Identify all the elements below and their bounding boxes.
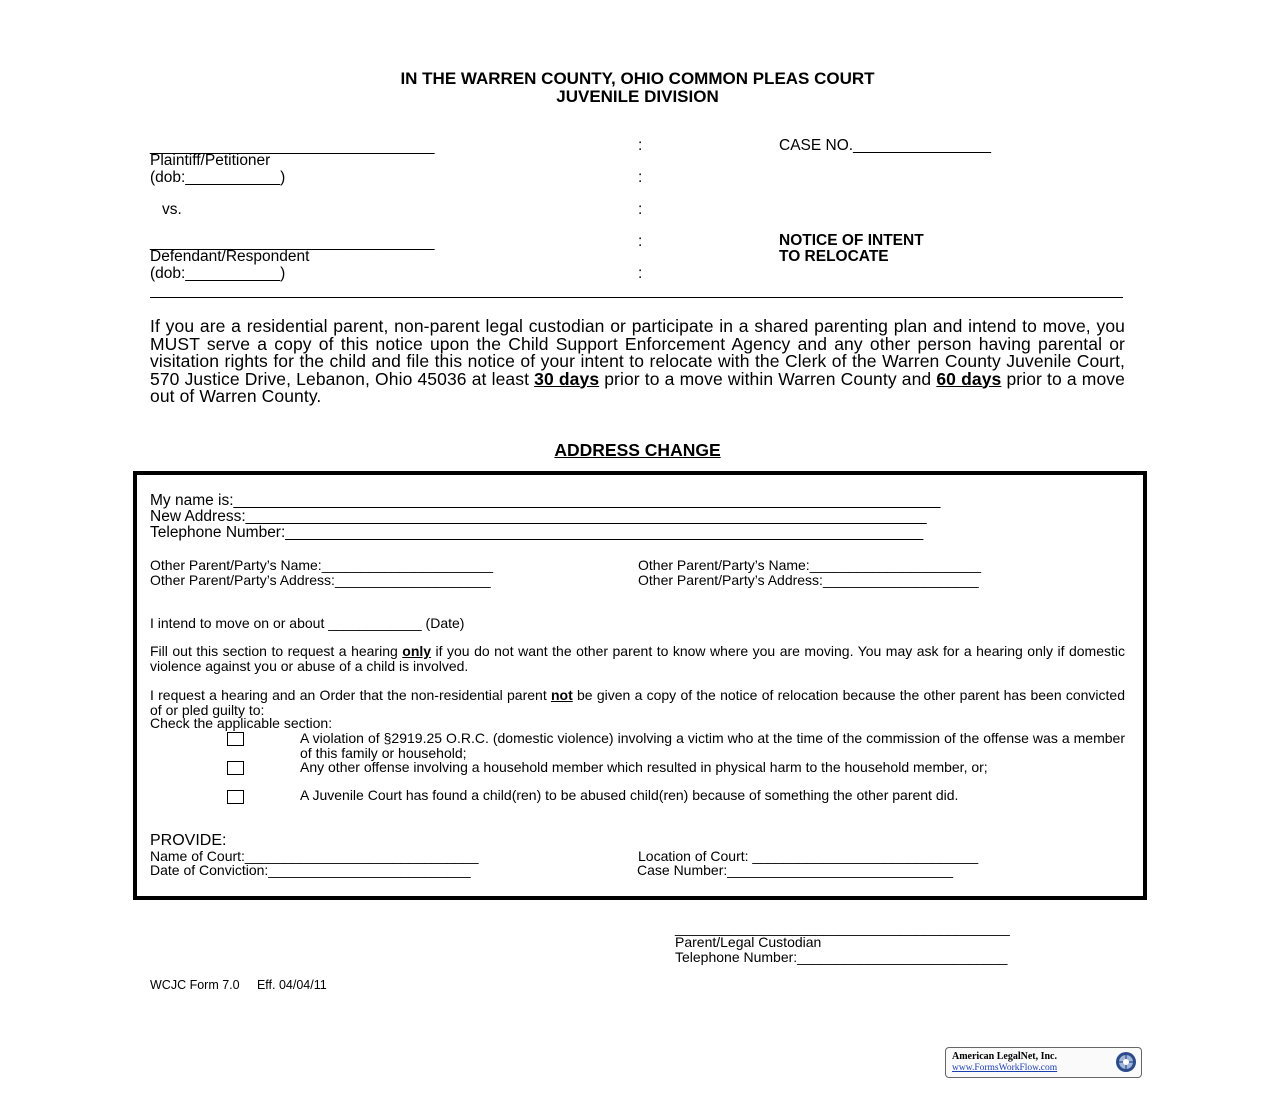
- plaintiff-label: Plaintiff/Petitioner: [150, 152, 271, 169]
- option-1-checkbox[interactable]: [227, 732, 244, 746]
- logo-url[interactable]: www.FormsWorkFlow.com: [952, 1063, 1058, 1073]
- defendant-label: Defendant/Respondent: [150, 248, 310, 265]
- plaintiff-dob: (dob:___________): [150, 169, 286, 186]
- notice-title-line2: TO RELOCATE: [779, 248, 889, 265]
- option-3-checkbox[interactable]: [227, 790, 244, 804]
- other-party-address-1[interactable]: Other Parent/Party’s Address:____________________: [150, 572, 491, 588]
- signature-line[interactable]: ___________________________________________: [675, 920, 1010, 936]
- check-label: Check the applicable section:: [150, 715, 333, 731]
- caption-divider: [150, 297, 1123, 298]
- option-2-checkbox[interactable]: [227, 761, 244, 775]
- versus-label: vs.: [162, 201, 182, 218]
- form-id: WCJC Form 7.0 Eff. 04/04/11: [150, 978, 327, 992]
- name-of-court-field[interactable]: Name of Court:______________________________: [150, 848, 479, 864]
- case-number-field-2[interactable]: Case Number:_____________________________: [637, 862, 954, 878]
- date-of-conviction-field[interactable]: Date of Conviction:__________________________: [150, 862, 471, 878]
- court-title: IN THE WARREN COUNTY, OHIO COMMON PLEAS COURT: [400, 69, 875, 88]
- my-name-field[interactable]: My name is:__________________________________________________________________________________: [150, 492, 941, 509]
- caption-colon: :: [638, 137, 643, 154]
- deadline-60-days: 60 days: [936, 368, 1002, 389]
- intro-paragraph: [150, 318, 1125, 406]
- intro-text-1: If you are a residential parent, non-parent legal custodian or participate in a shared parenting plan and intend to move, you MUST serve a copy of this notice upon the Child Support Enforcement Agency and any other person having parental or visitation rights for the child and file this notice of your intent to relocate with the Clerk of the Warren County Juvenile Court, 570 Justice Drive, Lebanon, Ohio 45036 at least: [150, 316, 1125, 389]
- plaintiff-line: _________________________________: [150, 138, 435, 155]
- hearing-text-a: Fill out this section to request a hearing: [150, 643, 403, 659]
- intro-text-3: prior to a move out of Warren County.: [150, 368, 1125, 406]
- signature-label: Parent/Legal Custodian: [675, 934, 822, 950]
- telephone-field[interactable]: Telephone Number:__________________________________________________________________________: [150, 524, 924, 541]
- provide-label: PROVIDE:: [150, 832, 227, 849]
- other-party-address-2[interactable]: Other Parent/Party’s Address:____________________: [638, 572, 979, 588]
- defendant-dob: (dob:___________): [150, 265, 286, 282]
- new-address-field[interactable]: New Address:_______________________________________________________________________________: [150, 508, 927, 525]
- caption-colon: :: [638, 201, 643, 218]
- intro-text-2: prior to a move within Warren County and: [599, 368, 937, 389]
- american-legalnet-logo: [945, 1047, 1142, 1078]
- caption-colon: :: [638, 265, 643, 282]
- notice-title-line1: NOTICE OF INTENT: [779, 232, 924, 249]
- option-1-text: A violation of §2919.25 O.R.C. (domestic violence) involving a victim who at the time of the commission of the offense was a member of this family or household;: [300, 730, 1125, 761]
- deadline-30-days: 30 days: [534, 368, 600, 389]
- request-text-a: I request a hearing and an Order that the non-residential parent: [150, 687, 551, 703]
- caption-colon: :: [638, 169, 643, 186]
- other-party-name-1[interactable]: Other Parent/Party’s Name:______________________: [150, 557, 493, 573]
- request-not-emphasis: not: [550, 687, 573, 703]
- logo-name: American LegalNet, Inc.: [952, 1051, 1057, 1062]
- option-2-text: Any other offense involving a household member which resulted in physical harm to the household member, or;: [300, 759, 988, 775]
- division-title: JUVENILE DIVISION: [556, 87, 719, 106]
- hearing-request: [150, 688, 1125, 717]
- globe-icon: [1114, 1050, 1138, 1074]
- case-number-field: CASE NO.________________: [779, 137, 991, 154]
- move-date-field[interactable]: I intend to move on or about ____________ (Date): [150, 615, 465, 631]
- location-of-court-field[interactable]: Location of Court: _____________________________: [638, 848, 979, 864]
- option-3-text: A Juvenile Court has found a child(ren) to be abused child(ren) because of something the other parent did.: [300, 787, 959, 803]
- request-text-b: be given a copy of the notice of relocation because the other parent has been convicted of or pled guilty to:: [150, 687, 1126, 718]
- hearing-only-emphasis: only: [402, 643, 432, 659]
- hearing-instructions: [150, 644, 1125, 673]
- defendant-line: _________________________________: [150, 234, 435, 251]
- hearing-text-b: if you do not want the other parent to know where you are moving. You may ask for a hearing only if domestic violence against you or abuse of a child is involved.: [150, 643, 1125, 674]
- caption-colon: :: [638, 233, 643, 250]
- section-title: ADDRESS CHANGE: [554, 440, 721, 460]
- other-party-name-2[interactable]: Other Parent/Party’s Name:______________________: [638, 557, 981, 573]
- signature-telephone-field[interactable]: Telephone Number:___________________________: [675, 949, 1008, 965]
